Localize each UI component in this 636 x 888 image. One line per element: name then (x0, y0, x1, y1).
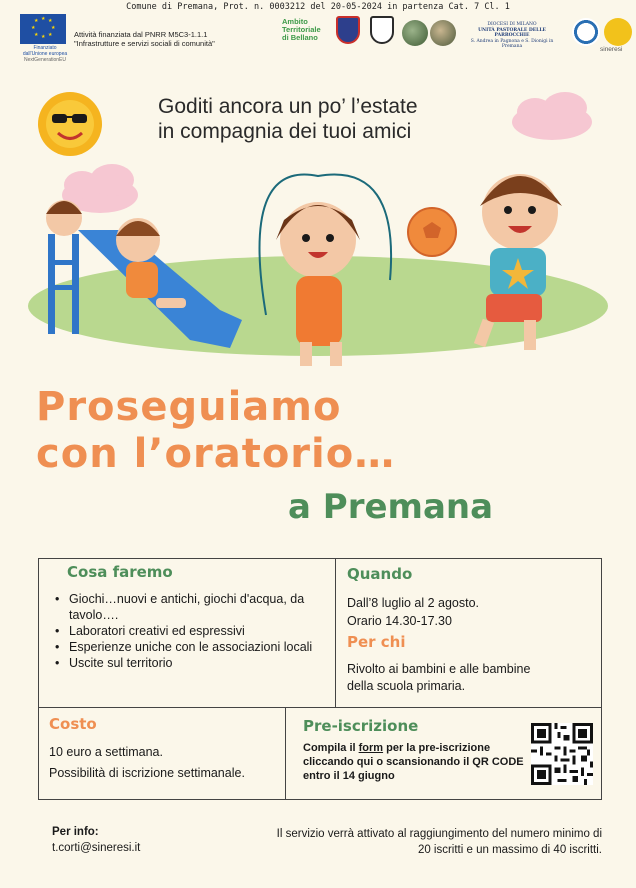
parish-line: S. Andrea in Pagnona e S. Dionigi in Premana (470, 38, 554, 49)
parish-logo (462, 22, 562, 50)
parish-line: DIOCESI DI MILANO (487, 22, 537, 27)
per-chi-line: della scuola primaria. (347, 679, 466, 693)
activities-list (55, 591, 335, 671)
eu-caption-line: Finanziato (33, 45, 57, 51)
town-photo-icon (430, 20, 456, 46)
section-title-per-chi: Per chi (347, 633, 406, 651)
ambito-line: Ambito (282, 17, 308, 26)
main-title-line2: con l’oratorio… (36, 431, 396, 477)
crest-icon (336, 16, 360, 44)
headline-line: in compagnia dei tuoi amici (158, 120, 412, 143)
main-title-line1: Proseguiamo (36, 384, 342, 430)
section-title-cosa-faremo: Cosa faremo (67, 563, 173, 581)
ambito-logo (282, 18, 321, 42)
section-title-quando: Quando (347, 565, 413, 583)
logo-bar (0, 12, 636, 63)
grid-divider (39, 707, 601, 708)
grid-divider (335, 559, 336, 707)
sineresi-logo-icon (604, 18, 632, 46)
list-item: • Esperienze uniche con le associazioni locali (55, 639, 335, 655)
parish-line: UNITÀ PASTORALE DELLE PARROCCHIE (478, 27, 546, 38)
grid-divider (285, 707, 286, 800)
preiscrizione-text-a: Compila il (303, 742, 359, 754)
ambito-line: di Bellano (282, 33, 318, 42)
eu-caption-line: NextGenerationEU (24, 57, 66, 63)
quando-hours: Orario 14.30-17.30 (347, 614, 452, 628)
cooperative-logo-icon (572, 18, 600, 46)
info-label: Per info: (52, 826, 99, 838)
protocol-stamp: Comune di Premana, Prot. n. 0003212 del 20-05-2024 in partenza Cat. 7 Cl. 1 (126, 2, 510, 12)
cloud-icon (512, 92, 592, 140)
ball-icon (408, 208, 456, 256)
contact-email-link[interactable]: t.corti@sineresi.it (52, 842, 141, 854)
pnrr-line: Attività finanziata dal PNRR M5C3-1.1.1 (74, 30, 208, 39)
eu-caption-line: dall'Unione europea (22, 51, 68, 57)
preiscrizione-text (303, 741, 529, 783)
per-chi-line: Rivolto ai bambini e alle bambine (347, 662, 531, 676)
crest-icon (370, 16, 394, 44)
costo-note: Possibilità di iscrizione settimanale. (49, 766, 245, 780)
eu-caption (15, 45, 75, 63)
preiscrizione-form-link[interactable]: form (358, 742, 384, 754)
qr-code-icon[interactable] (531, 723, 593, 785)
main-title-location: a Premana (288, 487, 494, 527)
headline (158, 94, 418, 144)
preiscrizione-text-b: per la pre-iscrizione cliccando qui o scansionando il QR CODE entro il 14 giugno (303, 742, 524, 782)
headline-line: Goditi ancora un po’ l’estate (158, 95, 418, 118)
list-item: • Uscite sul territorio (55, 655, 335, 671)
quando-dates: Dall’8 luglio al 2 agosto. (347, 596, 480, 610)
pnrr-text (74, 30, 215, 48)
list-item: • Laboratori creativi ed espressivi (55, 623, 335, 639)
section-title-costo: Costo (49, 715, 97, 733)
sineresi-logo-text: sineresi (600, 46, 623, 53)
ambito-line: Territoriale (282, 25, 321, 34)
town-photo-icon (402, 20, 428, 46)
pnrr-line: "Infrastrutture e servizi sociali di comunità" (74, 39, 215, 48)
activation-note: Il servizio verrà attivato al raggiungimento del numero minimo di 20 iscritti e un massimo di 40 iscritti. (276, 828, 602, 856)
costo-price: 10 euro a settimana. (49, 745, 163, 759)
sun-icon (38, 92, 102, 156)
list-item: • Giochi…nuovi e antichi, giochi d'acqua, da tavolo…. (55, 591, 335, 623)
eu-flag-icon: ★ ★ ★ ★ ★ ★ ★ ★ (20, 14, 66, 44)
info-grid (38, 558, 602, 800)
section-title-preiscrizione: Pre-iscrizione (303, 717, 419, 735)
